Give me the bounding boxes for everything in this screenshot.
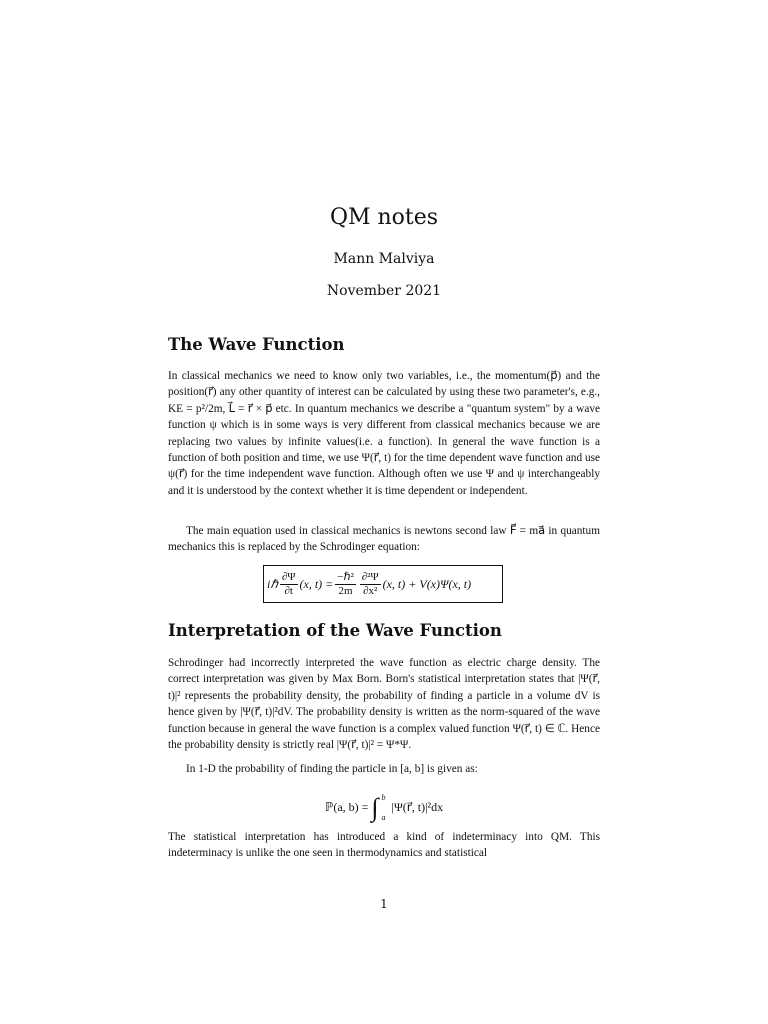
paragraph-classical-vs-quantum: In classical mechanics we need to know only two variables, i.e., the momentum(p⃗) and the position(r⃗) any other quantity of interest can be calculated by using these two parameter's, e.g., KE = p²/2m, L⃗ = r⃗ × p⃗ etc. In quantum mechanics we describe a "quantum system" by a wave function ψ which is in some ways is very different from classical mechanics because we are replacing two values by infinite values(i.e. a function). In general the wave function is a function of both position and time, we use Ψ(r⃗, t) for the time dependent wave function and use ψ(r⃗) for the time independent wave function. Although often we use Ψ and ψ interchangeably and it is understood by the context whether it is time dependent or independent. — [168, 370, 600, 497]
eq-lhs-prefix: iℏ — [267, 576, 278, 591]
page-number: 1 — [380, 897, 388, 911]
integral-upper-limit: b — [381, 793, 386, 802]
paragraph-indeterminacy: The statistical interpretation has introduced a kind of indeterminacy into QM. This indeterminacy is unlike the one seen in thermodynamics and statistical — [168, 831, 600, 860]
paragraph-schrodinger-intro: The main equation used in classical mechanics is newtons second law F⃗ = ma⃗ in quantum mechanics this is replaced by the Schrodinger equation: — [168, 525, 600, 554]
schrodinger-equation-box — [263, 565, 503, 603]
integrand: |Ψ(r⃗, t)|²dx — [391, 799, 444, 814]
probability-integral-equation — [0, 788, 768, 828]
section-heading-wave-function: The Wave Function — [168, 335, 345, 354]
document-title: QM notes — [329, 205, 439, 230]
eq-fraction-hbar — [335, 571, 355, 598]
eq-rhs-tail: (x, t) + V(x)Ψ(x, t) — [382, 576, 472, 591]
eq-den: ∂t — [284, 584, 293, 597]
paragraph-born-interpretation: Schrodinger had incorrectly interpreted the wave function as electric charge density. The correct interpretation was given by Max Born. Born's statistical interpretation states that |Ψ(r⃗, t)|² represents the probability density, the probability of finding a particle in a volume dV is hence given by |Ψ(r⃗, t)|²dV. The probability density is written as the norm-squared of the wave function because in general the wave function is a complex valued function Ψ(r⃗, t) ∈ ℂ. Hence the probability density is strictly real |Ψ(r⃗, t)|² = Ψ*Ψ. — [168, 657, 600, 752]
eq-num: ∂²Ψ — [361, 570, 379, 583]
section-heading-interpretation: Interpretation of the Wave Function — [168, 621, 502, 640]
integral-lower-limit: a — [381, 813, 386, 822]
eq-den: 2m — [338, 584, 353, 597]
paragraph-1d-probability: In 1-D the probability of finding the particle in [a, b] is given as: — [186, 763, 478, 775]
integral-lhs: ℙ(a, b) = — [324, 799, 369, 814]
eq-fraction-dpsi-dt — [280, 571, 298, 598]
eq-num: −ℏ² — [337, 570, 354, 583]
eq-lhs-args: (x, t) = — [299, 576, 334, 591]
integral-limits — [382, 788, 386, 828]
integral-sign: ∫ — [371, 793, 379, 822]
document-author: Mann Malviya — [333, 251, 435, 267]
eq-den: ∂x² — [363, 584, 378, 597]
eq-fraction-d2psi-dx2 — [360, 571, 381, 598]
document-date: November 2021 — [326, 283, 442, 299]
eq-num: ∂Ψ — [281, 570, 296, 583]
